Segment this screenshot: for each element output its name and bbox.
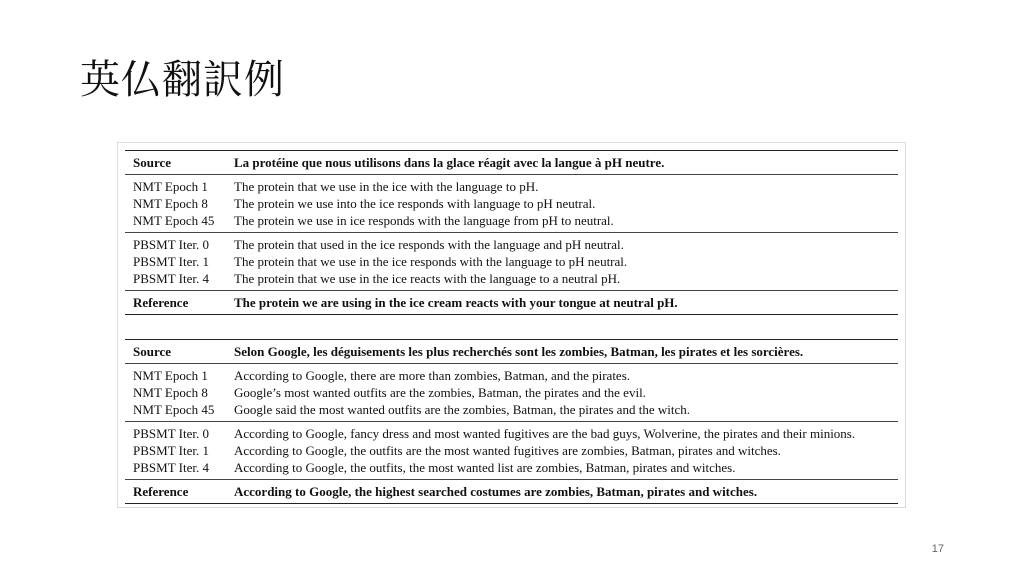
row-label: NMT Epoch 45 xyxy=(133,213,215,228)
translation-table-1 xyxy=(125,150,898,315)
row-label: PBSMT Iter. 1 xyxy=(133,254,209,269)
pbsmt-row xyxy=(125,270,898,287)
row-label: Reference xyxy=(133,295,189,310)
reference-group xyxy=(125,480,898,503)
row-label: NMT Epoch 8 xyxy=(133,196,208,211)
reference-row xyxy=(125,294,898,311)
row-label: Source xyxy=(133,344,172,359)
pbsmt-row xyxy=(125,253,898,270)
row-label: PBSMT Iter. 0 xyxy=(133,237,209,252)
pbsmt-group xyxy=(125,422,898,479)
row-text: The protein we use into the ice responds with language to pH neutral. xyxy=(234,196,596,211)
row-text: The protein that used in the ice responds with the language and pH neutral. xyxy=(234,237,624,252)
pbsmt-row xyxy=(125,236,898,253)
page-number: 17 xyxy=(931,543,944,555)
row-text: Google’s most wanted outfits are the zombies, Batman, the pirates and the evil. xyxy=(234,385,646,400)
row-label: NMT Epoch 1 xyxy=(133,368,208,383)
pbsmt-row xyxy=(125,425,898,442)
row-text: According to Google, the outfits are the most wanted fugitives are zombies, Batman, pirates and witches. xyxy=(234,443,781,458)
pbsmt-group xyxy=(125,233,898,290)
row-text: Google said the most wanted outfits are the zombies, Batman, the pirates and the witch. xyxy=(234,402,690,417)
row-text: The protein that we use in the ice reacts with the language to a neutral pH. xyxy=(234,271,621,286)
row-label: NMT Epoch 1 xyxy=(133,179,208,194)
pbsmt-row xyxy=(125,442,898,459)
source-row xyxy=(125,343,898,360)
row-label: NMT Epoch 45 xyxy=(133,402,215,417)
row-label: NMT Epoch 8 xyxy=(133,385,208,400)
table-rule-bottom xyxy=(125,314,898,315)
slide-title: 英仏翻訳例 xyxy=(80,57,285,103)
row-label: Reference xyxy=(133,484,189,499)
translation-examples-figure xyxy=(117,142,906,508)
source-group xyxy=(125,340,898,363)
nmt-row xyxy=(125,367,898,384)
row-text: The protein we use in ice responds with the language from pH to neutral. xyxy=(234,213,614,228)
row-text: La protéine que nous utilisons dans la glace réagit avec la langue à pH neutre. xyxy=(234,155,665,170)
row-label: PBSMT Iter. 0 xyxy=(133,426,209,441)
row-label: PBSMT Iter. 4 xyxy=(133,271,209,286)
row-text: According to Google, the outfits, the most wanted list are zombies, Batman, pirates and witches. xyxy=(234,460,736,475)
row-text: According to Google, fancy dress and most wanted fugitives are the bad guys, Wolverine, the pirates and their minions. xyxy=(234,426,856,441)
nmt-row xyxy=(125,195,898,212)
row-text: The protein we are using in the ice cream reacts with your tongue at neutral pH. xyxy=(234,295,678,310)
row-text: According to Google, there are more than zombies, Batman, and the pirates. xyxy=(234,368,631,383)
nmt-row xyxy=(125,212,898,229)
row-label: Source xyxy=(133,155,172,170)
reference-row xyxy=(125,483,898,500)
row-text: The protein that we use in the ice responds with the language to pH neutral. xyxy=(234,254,628,269)
reference-group xyxy=(125,291,898,314)
nmt-row xyxy=(125,384,898,401)
translation-table-2 xyxy=(125,339,898,504)
source-group xyxy=(125,151,898,174)
nmt-row xyxy=(125,401,898,418)
row-label: PBSMT Iter. 1 xyxy=(133,443,209,458)
nmt-group xyxy=(125,364,898,421)
row-label: PBSMT Iter. 4 xyxy=(133,460,209,475)
pbsmt-row xyxy=(125,459,898,476)
nmt-group xyxy=(125,175,898,232)
source-row xyxy=(125,154,898,171)
row-text: Selon Google, les déguisements les plus recherchés sont les zombies, Batman, les pirates et les sorcières. xyxy=(234,344,804,359)
table-rule-bottom xyxy=(125,503,898,504)
nmt-row xyxy=(125,178,898,195)
row-text: According to Google, the highest searched costumes are zombies, Batman, pirates and witches. xyxy=(234,484,758,499)
row-text: The protein that we use in the ice with the language to pH. xyxy=(234,179,539,194)
